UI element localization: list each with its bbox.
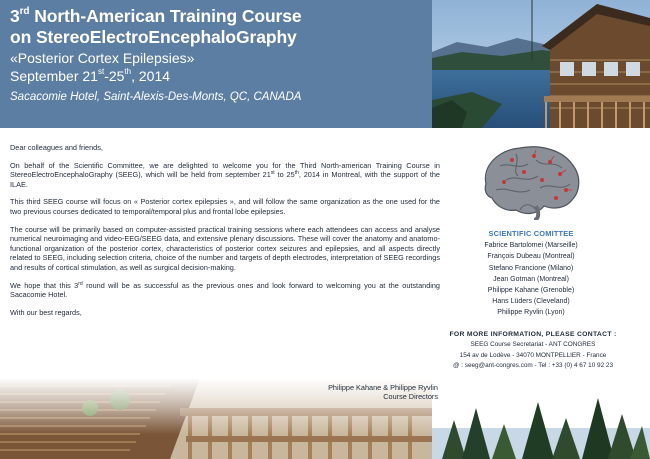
- contact-email-phone[interactable]: @ : seeg@ant-congres.com - Tel : +33 (0) 4 67 10 92 23: [452, 362, 614, 370]
- committee-member: Fabrice Bartolomei (Marseille): [484, 242, 578, 250]
- lake-and-log-hotel-photo: [432, 0, 650, 128]
- signature-names: Philippe Kahane & Philippe Ryvlin: [328, 383, 438, 392]
- signature: [288, 383, 438, 402]
- date-sup1: st: [97, 67, 105, 76]
- course-title-line2: on StereoElectroEncephaloGraphy: [10, 27, 297, 47]
- date-sup2: th: [124, 67, 132, 76]
- contact-secretariat: SEEG Course Secretariat - ANT CONGRES: [470, 341, 596, 349]
- committee-member: Hans Lüders (Cleveland): [492, 298, 570, 306]
- committee-member: Stefano Francione (Milano): [488, 264, 574, 272]
- course-title-line1: [10, 6, 430, 27]
- closing: With our best regards,: [10, 307, 82, 317]
- date-prefix: September 21: [10, 68, 98, 84]
- contact-title: FOR MORE INFORMATION, PLEASE CONTACT :: [449, 331, 617, 338]
- committee-member: Philippe Kahane (Grenoble): [487, 287, 575, 295]
- committee-title: SCIENTIFIC COMITTEE: [488, 229, 574, 238]
- contact-address: 154 av de Lodève - 34070 MONTPELLIER - France: [459, 351, 607, 359]
- greeting: Dear colleagues and friends,: [10, 143, 103, 152]
- p1-part-b: to 25: [274, 170, 295, 180]
- p4-sup: rd: [78, 280, 83, 287]
- p4-part-b: round will be as successful as the previous ones and look forward to welcoming you at the outstanding Sacacomie Hotel.: [10, 280, 440, 300]
- paragraph-1: [10, 161, 440, 190]
- p4-part-a: We hope that this 3: [10, 280, 79, 290]
- paragraph-4: [10, 281, 440, 300]
- course-venue: Sacacomie Hotel, Saint-Alexis-Des-Monts, QC, CANADA: [10, 91, 302, 103]
- committee-member: François Dubeau (Montreal): [487, 253, 575, 261]
- p1-sup1: st: [270, 170, 275, 177]
- letter-body: [10, 143, 440, 325]
- course-subtitle: «Posterior Cortex Epilepsies»: [10, 50, 195, 66]
- p1-part-c: , 2014 in Montreal, with the support of the ILAE.: [10, 170, 440, 189]
- committee-member: Jean Gotman (Montreal): [493, 275, 569, 283]
- pine-trees-photo: [432, 398, 650, 459]
- date-mid: -25: [104, 68, 125, 84]
- date-suffix: , 2014: [131, 68, 171, 84]
- signature-role: Course Directors: [383, 392, 438, 402]
- header-text: [10, 6, 430, 105]
- committee-member: Philippe Ryvlin (Lyon): [497, 309, 565, 317]
- scientific-committee: [456, 228, 606, 319]
- p1-sup2: th: [294, 170, 299, 177]
- contact-info: [448, 330, 618, 372]
- paragraph-3: The course will be primarily based on computer-assisted practical training sessions where each attendees can access and analyse numerical neuroimaging and video-EEG/SEEG data, and extensive plenary discussions. These will cover the anatomy and anatomo-functional organization of the posterior cortex, characteristics of posterior cortex seizures and epilepsies, and all aspects directly related to SEEG, including selection criteria, choice of the number and targets of depth electrodes, interpretation of SEEG recordings and results of cortical stimulation, as well as surgical decision-making.: [10, 224, 440, 272]
- title-ordinal-suffix: rd: [19, 6, 30, 17]
- title-ordinal: 3: [10, 6, 20, 26]
- title-line1-rest: North-American Training Course: [29, 6, 302, 26]
- brain-with-electrodes-illustration: [476, 140, 586, 220]
- header-banner: [0, 0, 650, 128]
- paragraph-2: This third SEEG course will focus on « Posterior cortex epilepsies », and will follow the same organization as the one used for the two previous courses dedicated to temporal/temporal plus and frontal lobe epilepsies.: [10, 197, 440, 216]
- p1-part-a: On behalf of the Scientific Committee, we are delighted to welcome you for the Third North-american Training Course in StereoElectroEncephaloGraphy (SEEG), which will be held from september 21: [10, 160, 440, 180]
- course-dates: [10, 67, 430, 85]
